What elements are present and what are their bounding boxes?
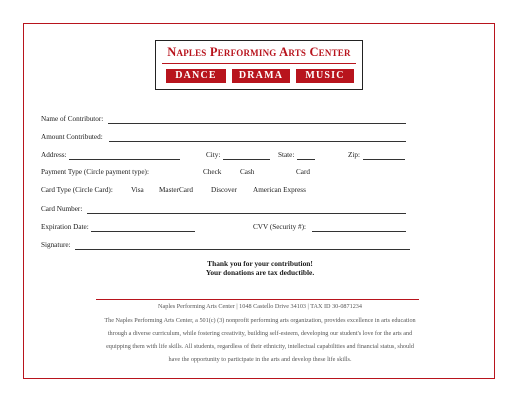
- card-option-discover[interactable]: Discover: [211, 186, 237, 194]
- zip-field[interactable]: [363, 159, 405, 160]
- footer-contact: Naples Performing Arts Center | 1048 Castello Drive 34103 | TAX ID 30-0871234: [158, 303, 362, 310]
- address-row: [41, 151, 411, 161]
- cvv-field[interactable]: [312, 231, 406, 232]
- expiration-row: [41, 223, 411, 233]
- signature-row: [41, 241, 416, 251]
- logo: [155, 40, 363, 90]
- logo-pill-music: MUSIC: [296, 69, 354, 83]
- payment-row: [41, 168, 411, 178]
- payment-option-card[interactable]: Card: [296, 168, 310, 176]
- thanks-line-2: Your donations are tax deductible.: [205, 268, 315, 277]
- address-label: Address:: [41, 151, 67, 159]
- city-label: City:: [206, 151, 221, 159]
- payment-option-check[interactable]: Check: [203, 168, 222, 176]
- footer-mission-2: through a diverse curriculum, while fostering creativity, building self-esteem, developing our student's love for the arts and: [107, 330, 413, 337]
- state-field[interactable]: [297, 159, 315, 160]
- expiration-field[interactable]: [91, 231, 195, 232]
- card-option-amex[interactable]: American Express: [253, 186, 306, 194]
- footer-divider: [96, 299, 419, 300]
- card-number-label: Card Number:: [41, 205, 83, 213]
- logo-pill-dance: DANCE: [166, 69, 226, 83]
- name-label: Name of Contributor:: [41, 115, 104, 123]
- footer-mission-3: equipping them with life skills. All students, regardless of their ethnicity, intellectual capabilities and financial status, should: [106, 343, 414, 350]
- footer-mission-1: The Naples Performing Arts Center, a 501(c) (3) nonprofit performing arts organization, provides excellence in arts education: [104, 317, 416, 324]
- city-field[interactable]: [223, 159, 270, 160]
- name-field[interactable]: [108, 123, 406, 124]
- amount-field[interactable]: [109, 141, 406, 142]
- expiration-label: Expiration Date:: [41, 223, 89, 231]
- zip-label: Zip:: [348, 151, 360, 159]
- state-label: State:: [278, 151, 295, 159]
- card-number-row: [41, 205, 411, 215]
- logo-title: Naples Performing Arts Center: [167, 45, 351, 59]
- footer-mission-4: have the opportunity to participate in the arts and develop these life skills.: [168, 356, 352, 363]
- amount-row: [41, 133, 411, 143]
- address-field[interactable]: [69, 159, 180, 160]
- card-type-label: Card Type (Circle Card):: [41, 186, 113, 194]
- name-row: [41, 115, 411, 125]
- payment-label: Payment Type (Circle payment type):: [41, 168, 149, 176]
- card-option-mastercard[interactable]: MasterCard: [159, 186, 193, 194]
- payment-option-cash[interactable]: Cash: [240, 168, 255, 176]
- thanks-line-1: Thank you for your contribution!: [207, 259, 313, 268]
- logo-pill-drama: DRAMA: [232, 69, 290, 83]
- logo-divider: [162, 63, 356, 64]
- card-option-visa[interactable]: Visa: [131, 186, 144, 194]
- cvv-label: CVV (Security #):: [253, 223, 306, 231]
- signature-label: Signature:: [41, 241, 71, 249]
- card-number-field[interactable]: [87, 213, 406, 214]
- signature-field[interactable]: [75, 249, 410, 250]
- amount-label: Amount Contributed:: [41, 133, 103, 141]
- card-type-row: [41, 186, 411, 196]
